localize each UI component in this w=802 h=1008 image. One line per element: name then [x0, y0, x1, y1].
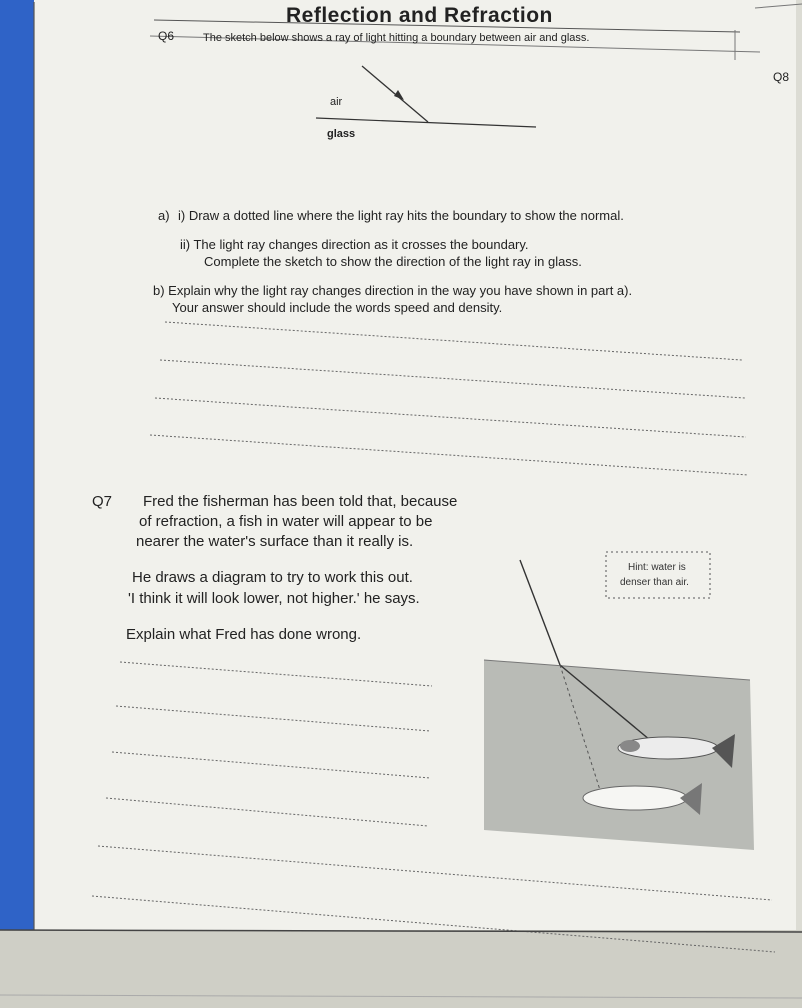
top-right-rule	[755, 4, 802, 8]
answer-line-4	[150, 435, 748, 475]
q6-part-a-ii-line2: Complete the sketch to show the direction of the light ray in glass.	[204, 254, 582, 269]
q7-answer-line-3	[112, 752, 430, 778]
light-ray	[362, 66, 428, 122]
water-region	[484, 660, 754, 850]
arrow-icon	[394, 90, 404, 100]
q7-number: Q7	[92, 493, 113, 510]
q6-number: Q6	[158, 29, 175, 43]
q6-part-a-ii-line1: ii) The light ray changes direction as it crosses the boundary.	[180, 237, 529, 252]
answer-line-2	[160, 360, 745, 398]
q7-answer-line-1	[120, 662, 432, 686]
hint-box	[606, 552, 710, 598]
q6-part-b-line2: Your answer should include the words speed and density.	[172, 300, 503, 315]
label-air: air	[330, 96, 343, 108]
hint-line1: Hint: water is	[628, 562, 686, 573]
q7-line2: of refraction, a fish in water will appear to be	[139, 513, 433, 530]
q7-answer-line-2	[116, 706, 430, 731]
q7-line6: Explain what Fred has done wrong.	[126, 626, 362, 643]
q6-intro: The sketch below shows a ray of light hitting a boundary between air and glass.	[203, 32, 590, 44]
q7-line3: nearer the water's surface than it really is.	[136, 533, 414, 550]
q7-answer-line-6	[92, 896, 775, 952]
q7-line4: He draws a diagram to try to work this out.	[132, 569, 413, 586]
page-title: Reflection and Refraction	[286, 4, 553, 27]
hint-line2: denser than air.	[620, 577, 689, 588]
q8-number: Q8	[773, 70, 790, 84]
q7-line1: Fred the fisherman has been told that, because	[143, 493, 458, 510]
q6-part-b-line1: b) Explain why the light ray changes direction in the way you have shown in part a).	[153, 283, 633, 298]
q6-part-a-label: a)	[158, 208, 170, 223]
q7-answer-line-4	[106, 798, 428, 826]
q6-part-a-i: i) Draw a dotted line where the light ray hits the boundary to show the normal.	[178, 208, 624, 223]
air-glass-boundary	[316, 118, 536, 127]
answer-line-1	[165, 322, 742, 360]
answer-line-3	[155, 398, 746, 437]
page-bottom-edge	[0, 930, 802, 932]
q7-line5: 'I think it will look lower, not higher.' he says.	[128, 590, 420, 607]
label-glass: glass	[327, 128, 356, 140]
next-page-edge	[0, 995, 802, 998]
light-ray-air	[520, 560, 560, 665]
q7-answer-line-5	[98, 846, 772, 900]
